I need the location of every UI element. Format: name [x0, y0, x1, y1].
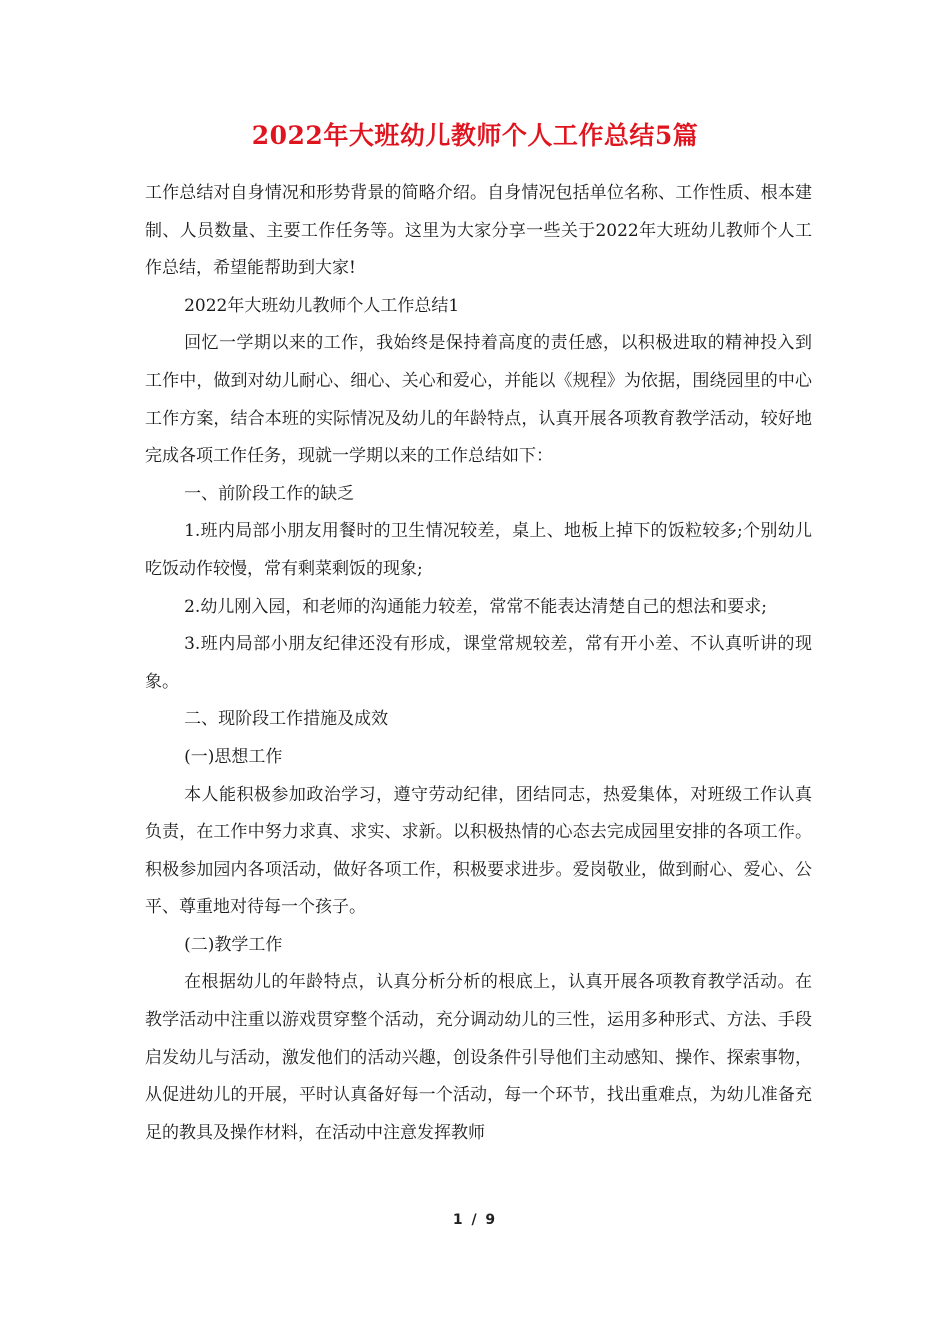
paragraph: 工作总结对自身情况和形势背景的简略介绍。自身情况包括单位名称、工作性质、根本建制、人员数量、主要工作任务等。这里为大家分享一些关于2022年大班幼儿教师个人工作总结，希望能帮助到大家! — [145, 183, 812, 279]
section-heading: 二、现阶段工作措施及成效 — [184, 709, 389, 730]
paragraph: 本人能积极参加政治学习，遵守劳动纪律，团结同志，热爱集体，对班级工作认真负责，在工作中努力求真、求实、求新。以积极热情的心态去完成园里安排的各项工作。积极参加园内各项活动，做好各项工作，积极要求进步。爱岗敬业，做到耐心、爱心、公平、尊重地对待每一个孩子。 — [145, 784, 812, 918]
section-heading: 一、前阶段工作的缺乏 — [184, 483, 355, 504]
paragraph: 回忆一学期以来的工作，我始终是保持着高度的责任感，以积极进取的精神投入到工作中，做到对幼儿耐心、细心、关心和爱心，并能以《规程》为依据，围绕园里的中心工作方案，结合本班的实际情况及幼儿的年龄特点，认真开展各项教育教学活动，较好地完成各项工作任务，现就一学期以来的工作总结如下： — [145, 333, 812, 467]
list-item: 1.班内局部小朋友用餐时的卫生情况较差，桌上、地板上掉下的饭粒较多;个别幼儿吃饭动作较慢，常有剩菜剩饭的现象; — [145, 521, 812, 579]
list-item: 2.幼儿刚入园，和老师的沟通能力较差，常常不能表达清楚自己的想法和要求; — [184, 596, 768, 617]
subsection-heading: (二)教学工作 — [184, 934, 283, 955]
subsection-heading: (一)思想工作 — [184, 746, 283, 767]
page-indicator: 1 / 9 — [452, 1212, 498, 1228]
document-title: 2022年大班幼儿教师个人工作总结5篇 — [251, 121, 699, 150]
document-body — [145, 175, 812, 1152]
paragraph: 在根据幼儿的年龄特点，认真分析分析的根底上，认真开展各项教育教学活动。在教学活动中注重以游戏贯穿整个活动，充分调动幼儿的三性，运用多种形式、方法、手段启发幼儿与活动，激发他们的活动兴趣，创设条件引导他们主动感知、操作、探索事物，从促进幼儿的开展，平时认真备好每一个活动，每一个环节，找出重难点，为幼儿准备充足的教具及操作材料，在活动中注意发挥教师 — [145, 972, 812, 1143]
list-item: 3.班内局部小朋友纪律还没有形成，课堂常规较差，常有开小差、不认真听讲的现象。 — [145, 634, 812, 692]
section-heading: 2022年大班幼儿教师个人工作总结1 — [184, 295, 460, 316]
